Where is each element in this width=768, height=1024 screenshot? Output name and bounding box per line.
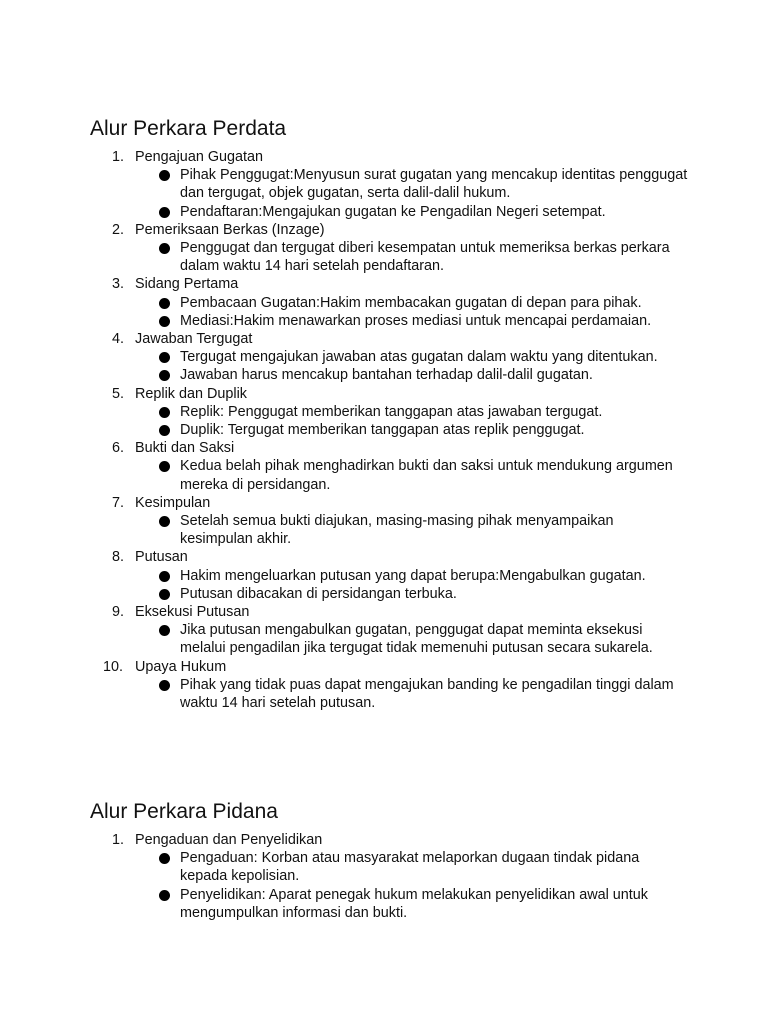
step-item	[90, 439, 690, 494]
bullet-dot-icon	[159, 316, 170, 327]
bullet-dot-icon	[159, 890, 170, 901]
bullet-list	[135, 166, 690, 221]
step-item	[90, 275, 690, 330]
bullet-list	[135, 567, 690, 603]
bullet-item	[135, 312, 690, 330]
bullet-item	[135, 676, 690, 712]
step-number: 10.	[103, 658, 124, 675]
bullet-dot-icon	[159, 516, 170, 527]
bullet-text: Pengaduan: Korban atau masyarakat melaporkan dugaan tindak pidana kepada kepolisian.	[180, 850, 640, 885]
bullet-text: Tergugat mengajukan jawaban atas gugatan dalam waktu yang ditentukan.	[180, 349, 658, 366]
bullet-list	[135, 621, 690, 657]
bullet-dot-icon	[159, 243, 170, 254]
bullet-text: Duplik: Tergugat memberikan tanggapan atas replik penggugat.	[180, 422, 585, 439]
bullet-dot-icon	[159, 207, 170, 218]
step-number: 7.	[112, 494, 125, 511]
bullet-item	[135, 403, 690, 421]
bullet-list	[135, 676, 690, 712]
bullet-list	[135, 849, 690, 922]
bullet-dot-icon	[159, 461, 170, 472]
section-heading: Alur Perkara Pidana	[90, 800, 278, 823]
step-label: Jawaban Tergugat	[135, 331, 253, 348]
bullet-dot-icon	[159, 680, 170, 691]
bullet-dot-icon	[159, 571, 170, 582]
bullet-dot-icon	[159, 407, 170, 418]
steps-list	[90, 148, 690, 712]
bullet-dot-icon	[159, 425, 170, 436]
bullet-text: Setelah semua bukti diajukan, masing-masing pihak menyampaikan kesimpulan akhir.	[180, 513, 614, 548]
bullet-dot-icon	[159, 170, 170, 181]
step-label: Pengajuan Gugatan	[135, 149, 264, 165]
bullet-dot-icon	[159, 352, 170, 363]
step-item	[90, 221, 690, 276]
bullet-list	[135, 294, 690, 330]
step-number: 2.	[112, 221, 125, 238]
section-perdata	[90, 114, 690, 712]
bullet-text: Jawaban harus mencakup bantahan terhadap dalil-dalil gugatan.	[180, 367, 593, 384]
bullet-dot-icon	[159, 853, 170, 864]
bullet-text: Kedua belah pihak menghadirkan bukti dan saksi untuk mendukung argumen mereka di persidangan.	[180, 458, 673, 493]
bullet-dot-icon	[159, 370, 170, 381]
bullet-item	[135, 457, 690, 493]
section-pidana	[90, 797, 690, 922]
bullet-text: Mediasi:Hakim menawarkan proses mediasi untuk mencapai perdamaian.	[180, 312, 652, 329]
bullet-dot-icon	[159, 625, 170, 636]
bullet-item	[135, 294, 690, 312]
bullet-text: Pendaftaran:Mengajukan gugatan ke Pengadilan Negeri setempat.	[180, 203, 606, 220]
bullet-item	[135, 585, 690, 603]
bullet-item	[135, 567, 690, 585]
bullet-list	[135, 457, 690, 493]
bullet-list	[135, 348, 690, 384]
bullet-text: Replik: Penggugat memberikan tanggapan atas jawaban tergugat.	[180, 403, 603, 420]
bullet-dot-icon	[159, 589, 170, 600]
bullet-item	[135, 512, 690, 548]
step-item	[90, 148, 690, 221]
step-item	[90, 330, 690, 385]
step-item	[90, 603, 690, 658]
section-heading: Alur Perkara Perdata	[90, 117, 287, 140]
step-label: Pengaduan dan Penyelidikan	[135, 832, 323, 848]
bullet-item	[135, 366, 690, 384]
bullet-item	[135, 203, 690, 221]
step-label: Kesimpulan	[135, 494, 211, 511]
step-label: Putusan	[135, 549, 188, 566]
step-label: Sidang Pertama	[135, 276, 239, 293]
bullet-text: Penyelidikan: Aparat penegak hukum melakukan penyelidikan awal untuk mengumpulkan informasi dan bukti.	[180, 886, 648, 921]
bullet-text: Pihak yang tidak puas dapat mengajukan banding ke pengadilan tinggi dalam waktu 14 hari setelah putusan.	[180, 676, 674, 712]
bullet-text: Jika putusan mengabulkan gugatan, penggugat dapat meminta eksekusi melalui pengadilan jika tergugat tidak memenuhi putusan secara sukarela.	[180, 622, 653, 657]
bullet-text: Putusan dibacakan di persidangan terbuka.	[180, 585, 457, 602]
step-label: Replik dan Duplik	[135, 385, 247, 402]
bullet-item	[135, 886, 690, 922]
step-label: Pemeriksaan Berkas (Inzage)	[135, 221, 325, 238]
step-number: 4.	[112, 331, 125, 348]
step-number: 5.	[112, 385, 125, 402]
bullet-item	[135, 421, 690, 439]
step-item	[90, 658, 690, 713]
bullet-list	[135, 403, 690, 439]
steps-list	[90, 831, 690, 922]
step-item	[90, 385, 690, 440]
bullet-item	[135, 849, 690, 885]
step-number: 9.	[112, 604, 125, 621]
step-label: Upaya Hukum	[135, 658, 227, 675]
bullet-text: Penggugat dan tergugat diberi kesempatan untuk memeriksa berkas perkara dalam waktu 14 hari setelah pendaftaran.	[180, 240, 670, 275]
bullet-item	[135, 239, 690, 275]
step-number: 6.	[112, 440, 125, 457]
bullet-list	[135, 512, 690, 548]
bullet-text: Pembacaan Gugatan:Hakim membacakan gugatan di depan para pihak.	[180, 294, 642, 311]
step-label: Bukti dan Saksi	[135, 440, 235, 457]
bullet-item	[135, 621, 690, 657]
step-number: 1.	[112, 832, 125, 848]
bullet-item	[135, 348, 690, 366]
step-label: Eksekusi Putusan	[135, 604, 250, 621]
step-item	[90, 831, 690, 922]
bullet-item	[135, 166, 690, 202]
step-item	[90, 494, 690, 549]
step-item	[90, 548, 690, 603]
step-number: 3.	[112, 276, 125, 293]
bullet-text: Pihak Penggugat:Menyusun surat gugatan yang mencakup identitas penggugat dan tergugat, objek gugatan, serta dalil-dalil hukum.	[180, 167, 688, 202]
bullet-text: Hakim mengeluarkan putusan yang dapat berupa:Mengabulkan gugatan.	[180, 567, 646, 584]
bullet-list	[135, 239, 690, 275]
step-number: 8.	[112, 549, 125, 566]
step-number: 1.	[112, 149, 125, 165]
bullet-dot-icon	[159, 298, 170, 309]
